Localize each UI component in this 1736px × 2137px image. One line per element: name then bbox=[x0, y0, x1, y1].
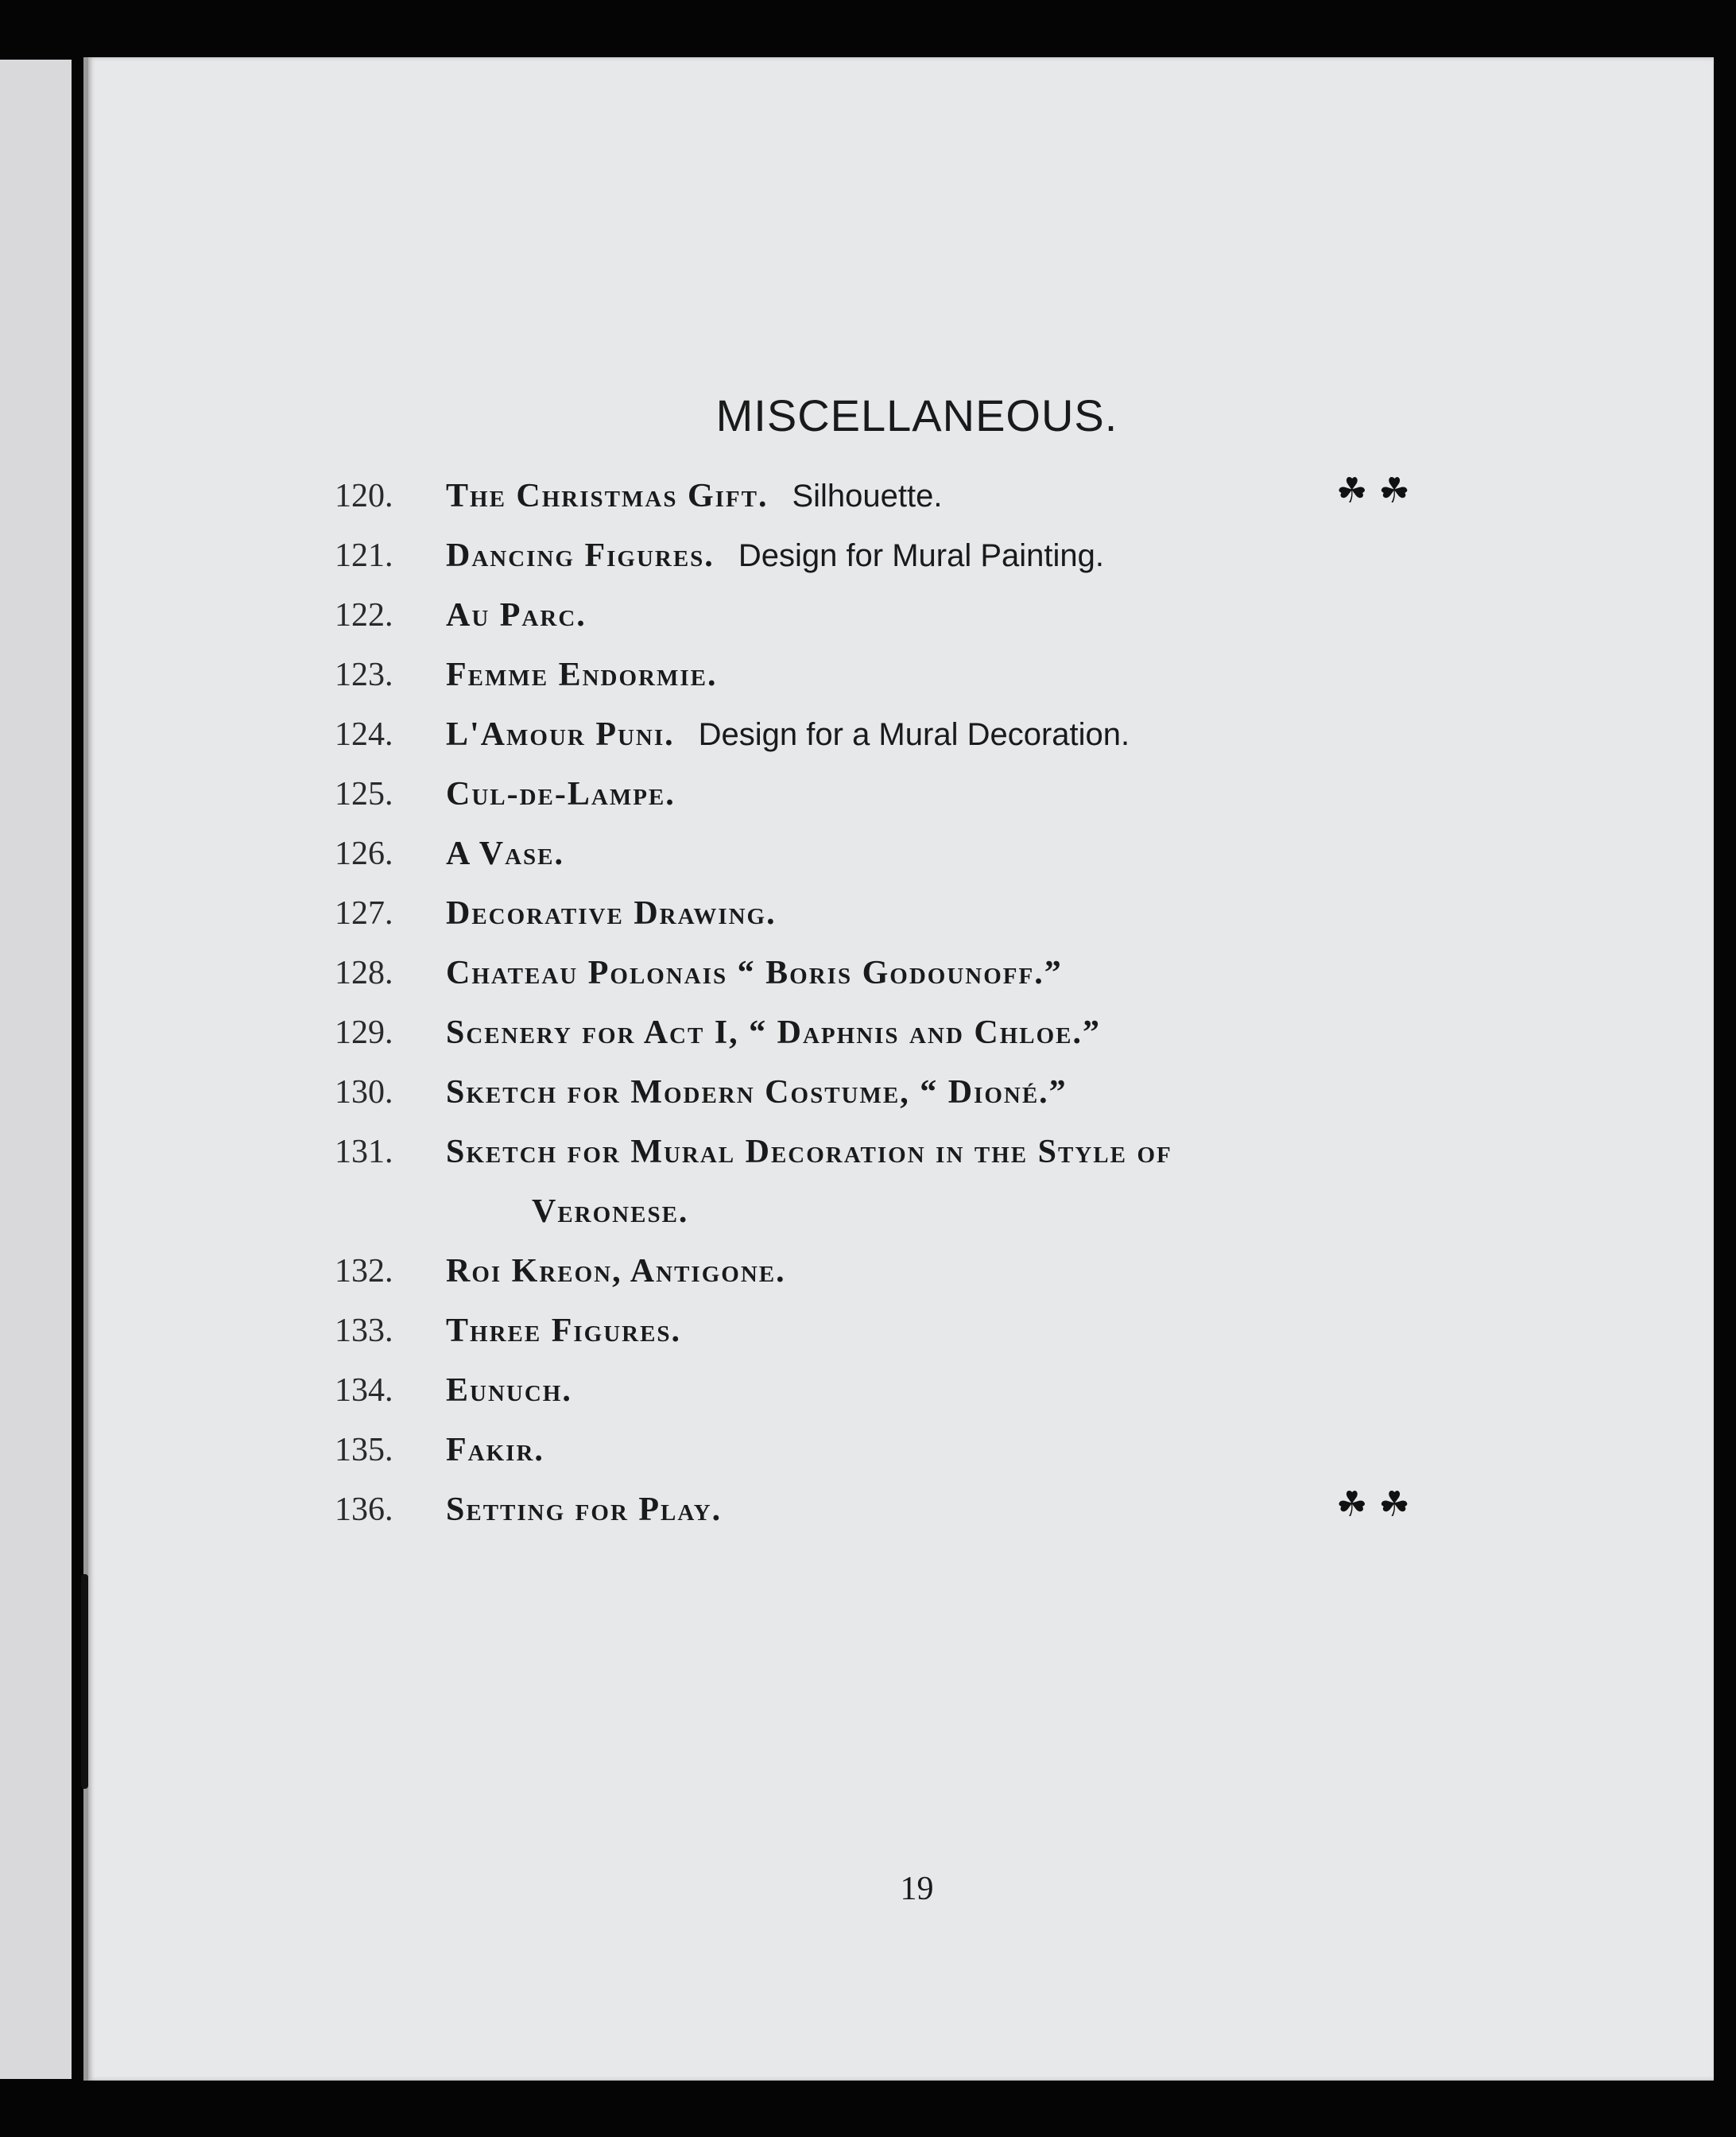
entry-number: 136. bbox=[335, 1491, 393, 1528]
entry-number: 131. bbox=[335, 1134, 393, 1170]
ornament-top-icon: ☘ ☘ bbox=[1336, 471, 1410, 511]
entry-title: Femme Endormie. bbox=[446, 657, 718, 693]
entry-number: 124. bbox=[335, 716, 393, 753]
entry-number: 128. bbox=[335, 955, 393, 991]
entry-description: Design for a Mural Decoration. bbox=[698, 717, 1130, 752]
entry-number: 130. bbox=[335, 1074, 393, 1111]
catalogue-page bbox=[83, 57, 1714, 2081]
entry-title: Eunuch. bbox=[446, 1372, 572, 1409]
entry-title: Sketch for Mural Decoration in the Style of bbox=[446, 1134, 1172, 1170]
entry-title: The Christmas Gift. Silhouette. bbox=[446, 478, 943, 514]
section-title: MISCELLANEOUS. bbox=[715, 390, 1118, 440]
entry-title: L'Amour Puni. Design for a Mural Decoration. bbox=[446, 716, 1130, 753]
entry-number: 121. bbox=[335, 537, 393, 574]
page-number: 19 bbox=[900, 1871, 934, 1907]
adjacent-page-edge bbox=[0, 60, 72, 2079]
entry-title-continuation: Veronese. bbox=[532, 1193, 689, 1230]
entry-number: 123. bbox=[335, 657, 393, 693]
entry-number: 135. bbox=[335, 1432, 393, 1468]
entry-title: Setting for Play. bbox=[446, 1491, 723, 1528]
entry-number: 127. bbox=[335, 895, 393, 932]
entry-title: Scenery for Act I, “ Daphnis and Chloe.” bbox=[446, 1014, 1102, 1051]
entry-title: Three Figures. bbox=[446, 1313, 682, 1349]
entry-number: 133. bbox=[335, 1313, 393, 1349]
entry-title: Fakir. bbox=[446, 1432, 544, 1468]
entry-number: 132. bbox=[335, 1253, 393, 1290]
entry-description: Silhouette. bbox=[792, 479, 943, 514]
ornament-bottom-icon: ☘ ☘ bbox=[1336, 1484, 1410, 1525]
entry-number: 126. bbox=[335, 836, 393, 872]
binding-mark bbox=[81, 1574, 88, 1789]
entry-description: Design for Mural Painting. bbox=[738, 538, 1105, 573]
entry-title: Cul-de-Lampe. bbox=[446, 776, 676, 813]
entry-number: 122. bbox=[335, 597, 393, 634]
entry-title: Sketch for Modern Costume, “ Dioné.” bbox=[446, 1074, 1068, 1111]
entry-title: Au Parc. bbox=[446, 597, 587, 634]
entry-number: 134. bbox=[335, 1372, 393, 1409]
entry-number: 129. bbox=[335, 1014, 393, 1051]
entry-title: A Vase. bbox=[446, 836, 564, 872]
entry-title: Decorative Drawing. bbox=[446, 895, 777, 932]
entry-title: Chateau Polonais “ Boris Godounoff.” bbox=[446, 955, 1063, 991]
entry-title: Roi Kreon, Antigone. bbox=[446, 1253, 786, 1290]
entry-number: 125. bbox=[335, 776, 393, 813]
entry-number: 120. bbox=[335, 478, 393, 514]
entry-title: Dancing Figures. Design for Mural Painting. bbox=[446, 537, 1105, 574]
